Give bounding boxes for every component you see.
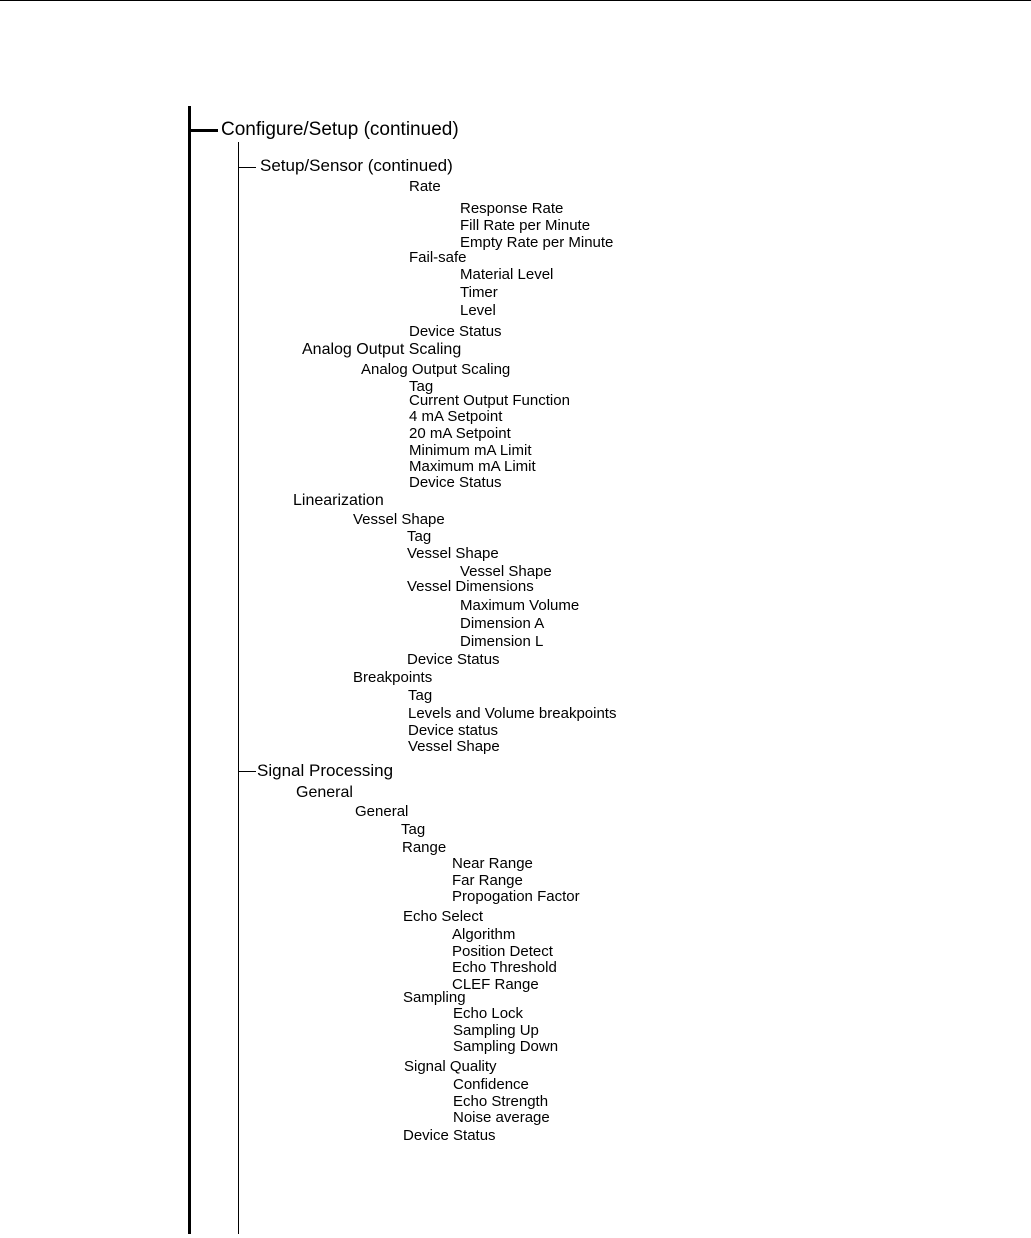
node-setup-device-status: Device Status — [409, 323, 502, 340]
node-maximum-ma-limit: Maximum mA Limit — [409, 458, 536, 475]
node-4ma-setpoint: 4 mA Setpoint — [409, 408, 503, 425]
node-echo-strength: Echo Strength — [453, 1093, 549, 1110]
node-analog-output-scaling: Analog Output Scaling — [302, 341, 462, 358]
node-vessel-shape-group: Vessel Shape — [353, 511, 445, 528]
node-vs-tag: Tag — [407, 528, 432, 545]
node-signal-quality: Signal Quality — [404, 1058, 497, 1075]
node-bp-tag: Tag — [408, 687, 433, 704]
top-rule — [0, 0, 1031, 1]
node-signal-processing: Signal Processing — [257, 761, 394, 780]
node-general-sub: General — [355, 803, 409, 820]
node-range: Range — [402, 839, 447, 856]
node-position-detect: Position Detect — [452, 943, 553, 960]
node-vs-device-status: Device Status — [407, 651, 500, 668]
node-empty-rate-per-minute: Empty Rate per Minute — [460, 234, 614, 251]
node-fail-safe: Fail-safe — [409, 249, 467, 266]
node-sp-tag: Tag — [401, 821, 426, 838]
node-dimension-l: Dimension L — [460, 633, 544, 650]
node-sampling: Sampling — [403, 989, 466, 1006]
node-echo-select: Echo Select — [403, 908, 484, 925]
node-level: Level — [460, 302, 496, 319]
node-bp-device-status: Device status — [408, 722, 499, 739]
node-breakpoints: Breakpoints — [353, 669, 433, 686]
node-clef-range: CLEF Range — [452, 976, 539, 993]
node-sp-device-status: Device Status — [403, 1127, 496, 1144]
node-current-output-function: Current Output Function — [409, 392, 570, 409]
node-fill-rate-per-minute: Fill Rate per Minute — [460, 217, 591, 234]
node-general: General — [296, 784, 353, 801]
node-bp-vessel-shape: Vessel Shape — [408, 738, 500, 755]
node-vessel-shape-item: Vessel Shape — [460, 563, 552, 580]
node-echo-threshold: Echo Threshold — [452, 959, 557, 976]
node-near-range: Near Range — [452, 855, 533, 872]
node-material-level: Material Level — [460, 266, 554, 283]
node-timer: Timer — [460, 284, 498, 301]
node-sampling-up: Sampling Up — [453, 1022, 539, 1039]
node-algorithm: Algorithm — [452, 926, 516, 943]
node-aos-tag: Tag — [409, 378, 434, 395]
setup-sensor-branch-tick — [239, 167, 256, 168]
node-sampling-down: Sampling Down — [453, 1038, 559, 1055]
node-rate: Rate — [409, 178, 441, 195]
node-setup-sensor: Setup/Sensor (continued) — [260, 156, 453, 175]
node-echo-lock: Echo Lock — [453, 1005, 524, 1022]
node-analog-output-scaling-sub: Analog Output Scaling — [361, 361, 511, 378]
node-configure-setup: Configure/Setup (continued) — [221, 119, 459, 140]
signal-processing-branch-tick — [239, 771, 256, 772]
node-vessel-shape: Vessel Shape — [407, 545, 499, 562]
node-20ma-setpoint: 20 mA Setpoint — [409, 425, 511, 442]
node-levels-volume-breakpoints: Levels and Volume breakpoints — [408, 705, 617, 722]
main-branch-tick — [191, 129, 218, 132]
node-aos-device-status: Device Status — [409, 474, 502, 491]
node-response-rate: Response Rate — [460, 200, 564, 217]
node-far-range: Far Range — [452, 872, 523, 889]
node-vessel-dimensions: Vessel Dimensions — [407, 578, 534, 595]
node-linearization: Linearization — [293, 492, 384, 509]
main-trunk-line — [188, 106, 191, 1234]
node-dimension-a: Dimension A — [460, 615, 545, 632]
node-confidence: Confidence — [453, 1076, 529, 1093]
node-propogation-factor: Propogation Factor — [452, 888, 580, 905]
node-noise-average: Noise average — [453, 1109, 550, 1126]
sub-trunk-line — [238, 142, 239, 1234]
node-maximum-volume: Maximum Volume — [460, 597, 580, 614]
node-minimum-ma-limit: Minimum mA Limit — [409, 442, 532, 459]
